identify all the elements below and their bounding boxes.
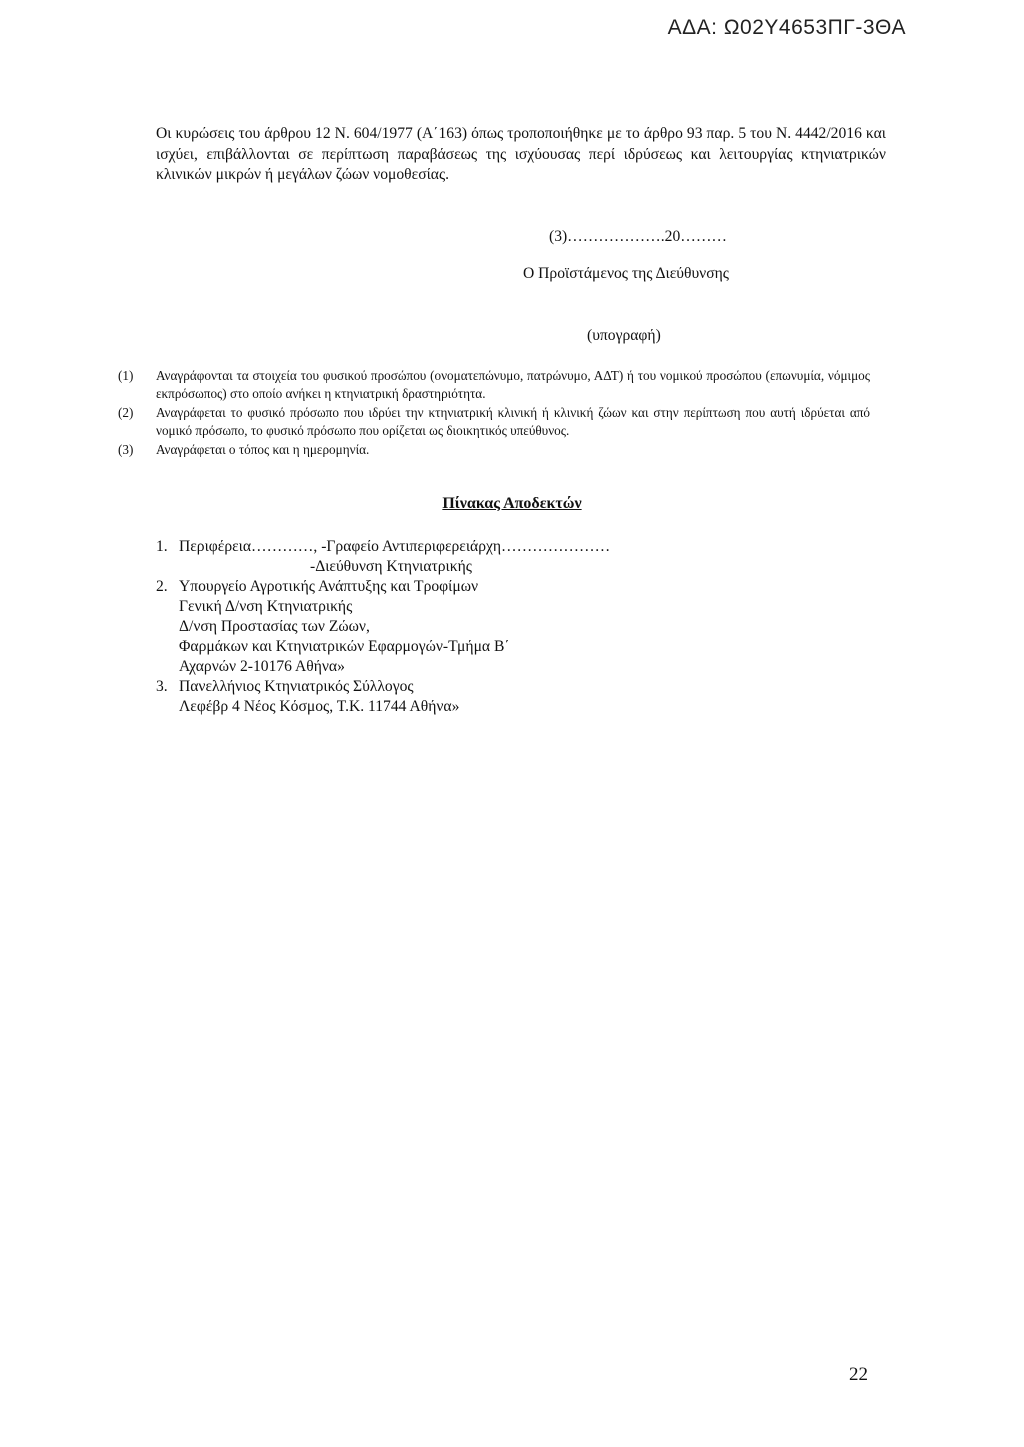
signature-label: (υπογραφή)	[587, 327, 661, 344]
footnote-text: Αναγράφεται το φυσικό πρόσωπο που ιδρύει την κτηνιατρική κλινική ή κλινική ζώων και στην περίπτωση που αυτή ιδρύεται από νομικό πρόσωπο, το φυσικό πρόσωπο που ορίζεται ως διοικητικός υπεύθυνος.	[156, 404, 870, 439]
recipients-list	[156, 537, 610, 717]
footnote	[118, 441, 870, 459]
recipient-number: 2.	[156, 578, 168, 595]
intro-paragraph: Οι κυρώσεις του άρθρου 12 Ν. 604/1977 (Α΄163) όπως τροποποιήθηκε με το άρθρο 93 παρ. 5 του Ν. 4442/2016 και ισχύει, επιβάλλονται σε περίπτωση παραβάσεως της ισχύουσας περί ιδρύσεως και λειτουργίας κτηνιατρικών κλινικών μικρών ή μεγάλων ζώων νομοθεσίας.	[156, 125, 886, 183]
recipients-title	[0, 495, 1024, 513]
footnote-text: Αναγράφεται ο τόπος και η ημερομηνία.	[156, 441, 370, 457]
footnote-text: Αναγράφονται τα στοιχεία του φυσικού προσώπου (ονοματεπώνυμο, πατρώνυμο, ΑΔΤ) ή του νομικού προσώπου (επωνυμία, νόμιμος εκπρόσωπος) στο οποίο ανήκει η κτηνιατρική δραστηριότητα.	[156, 368, 870, 402]
recipient-line: Περιφέρεια…………, -Γραφείο Αντιπεριφερειάρχη…………………	[179, 538, 611, 555]
date-line: (3)……………….20………	[549, 228, 728, 245]
recipient-line: Γενική Δ/νση Κτηνιατρικής	[179, 598, 353, 615]
recipients-title-text: Πίνακας Αποδεκτών	[442, 495, 582, 512]
page-number: 22	[849, 1364, 868, 1385]
recipient-line: Πανελλήνιος Κτηνιατρικός Σύλλογος	[179, 678, 414, 695]
recipient-line: Αχαρνών 2-10176 Αθήνα»	[179, 658, 345, 675]
recipient-line: Φαρμάκων και Κτηνιατρικών Εφαρμογών-Τμήμα Β΄	[179, 638, 510, 655]
recipient-line: Δ/νση Προστασίας των Ζώων,	[179, 618, 370, 635]
footnote-number: (2)	[118, 404, 134, 420]
ada-code: ΑΔΑ: Ω02Υ4653ΠΓ-3ΘΑ	[667, 16, 906, 39]
footnote-number: (3)	[118, 441, 134, 457]
recipient-line: Λεφέβρ 4 Νέος Κόσμος, Τ.Κ. 11744 Αθήνα»	[179, 698, 460, 715]
recipient-number: 3.	[156, 678, 168, 695]
recipient-item	[156, 677, 610, 717]
footnotes	[118, 367, 870, 459]
recipient-line: -Διεύθυνση Κτηνιατρικής	[310, 558, 472, 575]
recipient-line: Υπουργείο Αγροτικής Ανάπτυξης και Τροφίμων	[179, 578, 479, 595]
recipient-item	[156, 577, 610, 677]
director-title: Ο Προϊστάμενος της Διεύθυνσης	[523, 265, 729, 282]
recipient-item	[156, 537, 610, 577]
footnote	[118, 367, 870, 404]
recipient-number: 1.	[156, 538, 168, 555]
footnote-number: (1)	[118, 368, 134, 383]
footnote	[118, 404, 870, 441]
